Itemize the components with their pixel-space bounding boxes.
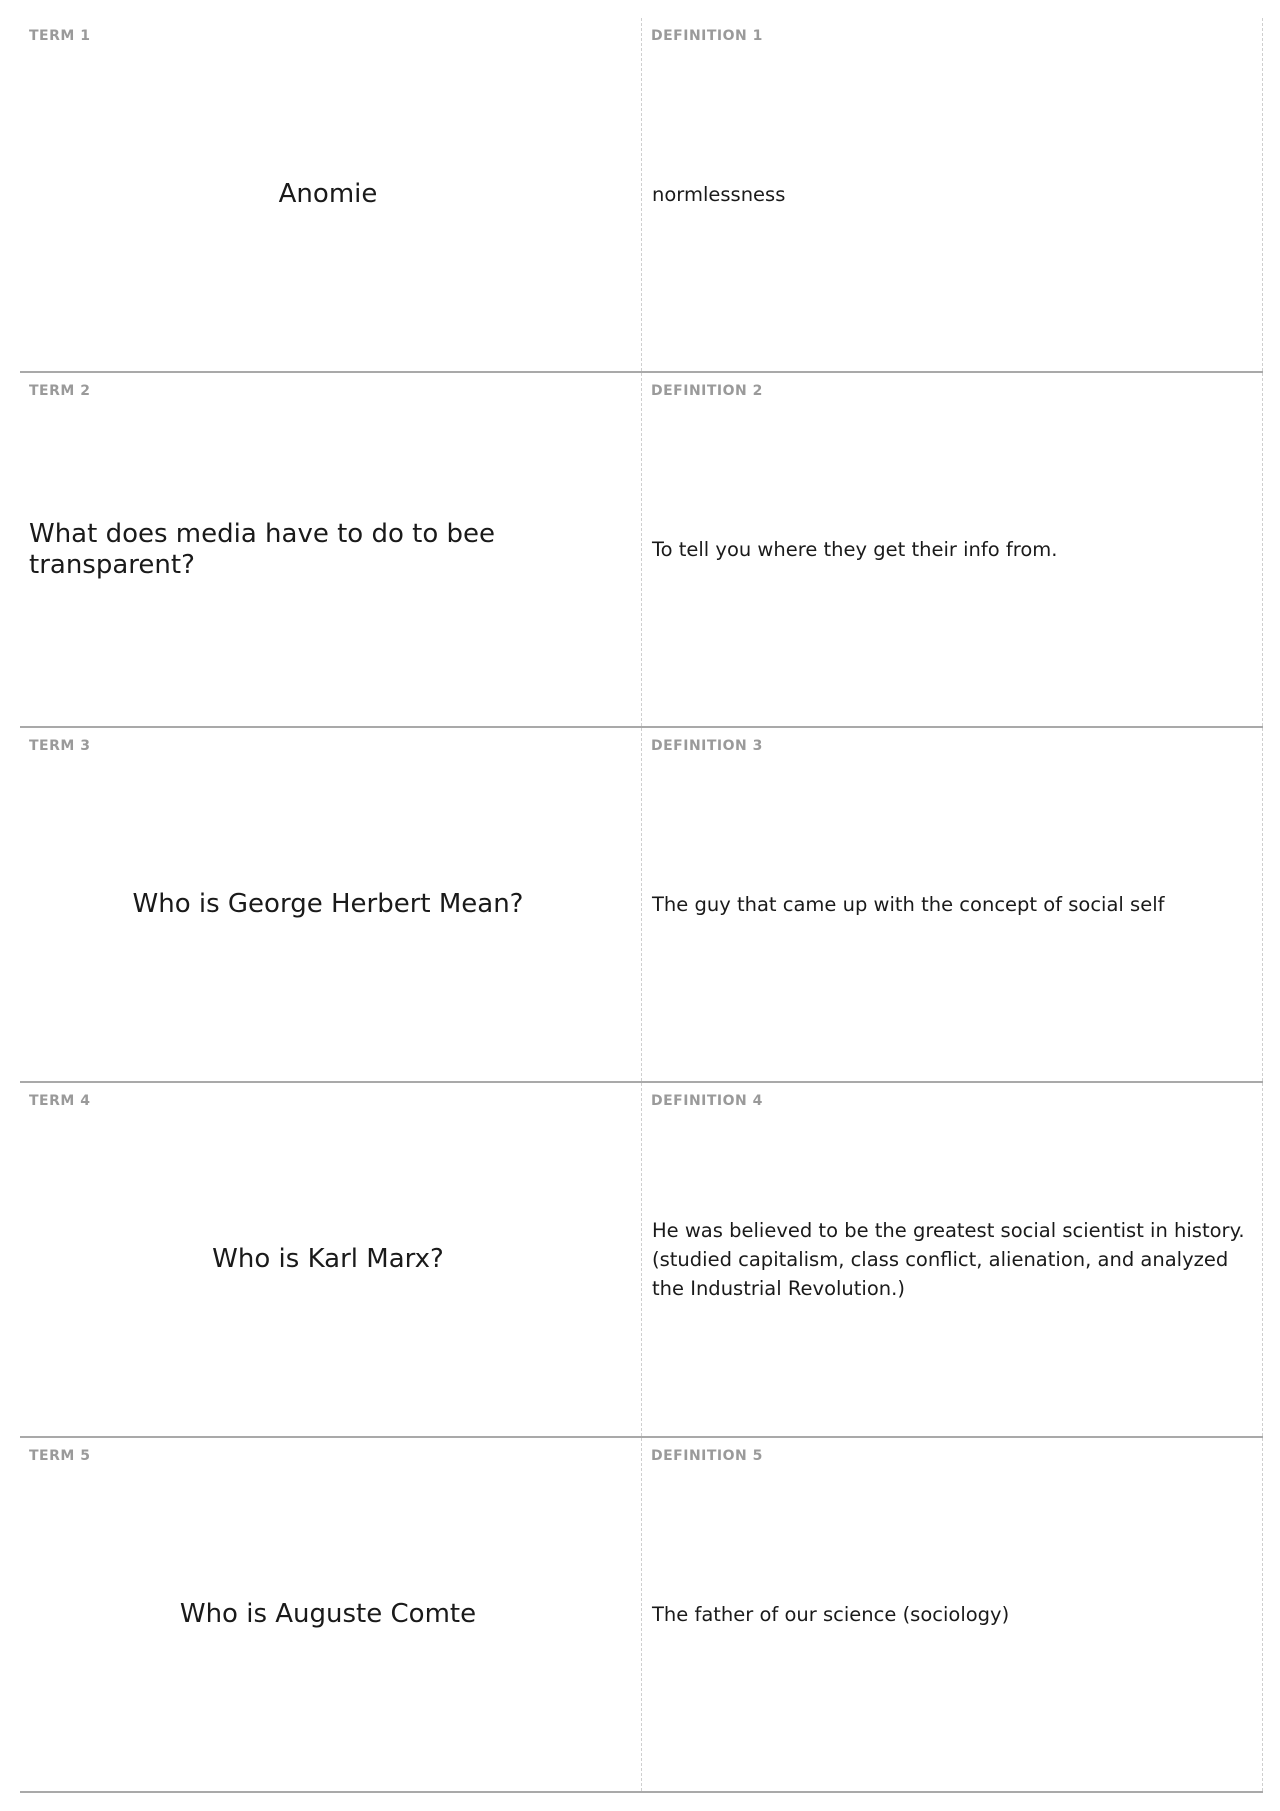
term-cell bbox=[20, 18, 642, 371]
term-text: What does media have to do to bee transparent? bbox=[29, 518, 496, 580]
definition-label: DEFINITION 4 bbox=[651, 1093, 763, 1109]
term-label: TERM 4 bbox=[29, 1093, 91, 1109]
flashcard-row bbox=[20, 728, 1263, 1083]
definition-cell bbox=[642, 18, 1263, 371]
definition-label: DEFINITION 2 bbox=[651, 383, 763, 399]
definition-text: normlessness bbox=[652, 183, 786, 206]
definition-text: He was believed to be the greatest social scientist in history. (studied capitalism, class conflict, alienation, and analyzed the Industrial Revolution.) bbox=[652, 1219, 1245, 1300]
term-text: Who is Auguste Comte bbox=[179, 1599, 477, 1629]
definition-cell bbox=[642, 373, 1263, 726]
definition-text-container bbox=[652, 1438, 1252, 1791]
definition-cell bbox=[642, 1083, 1263, 1436]
definition-text-container bbox=[652, 728, 1252, 1081]
term-label: TERM 1 bbox=[29, 28, 91, 44]
flashcard-row bbox=[20, 1438, 1263, 1793]
term-label: TERM 3 bbox=[29, 738, 91, 754]
term-cell bbox=[20, 728, 642, 1081]
flashcard-row bbox=[20, 1083, 1263, 1438]
definition-text: The guy that came up with the concept of social self bbox=[652, 893, 1165, 916]
term-cell bbox=[20, 373, 642, 726]
definition-text-container bbox=[652, 1083, 1252, 1436]
term-cell bbox=[20, 1438, 642, 1791]
definition-text-container bbox=[652, 373, 1252, 726]
definition-label: DEFINITION 5 bbox=[651, 1448, 763, 1464]
term-text: Who is George Herbert Mean? bbox=[132, 889, 524, 919]
term-label: TERM 5 bbox=[29, 1448, 91, 1464]
definition-label: DEFINITION 3 bbox=[651, 738, 763, 754]
definition-text-container bbox=[652, 18, 1252, 371]
flashcard-sheet bbox=[20, 18, 1263, 1793]
definition-cell bbox=[642, 728, 1263, 1081]
definition-cell bbox=[642, 1438, 1263, 1791]
definition-text: The father of our science (sociology) bbox=[652, 1603, 1010, 1626]
term-text: Who is Karl Marx? bbox=[212, 1244, 444, 1274]
term-label: TERM 2 bbox=[29, 383, 91, 399]
definition-label: DEFINITION 1 bbox=[651, 28, 763, 44]
flashcard-row bbox=[20, 18, 1263, 373]
definition-text: To tell you where they get their info from. bbox=[652, 538, 1058, 561]
term-cell bbox=[20, 1083, 642, 1436]
flashcard-row bbox=[20, 373, 1263, 728]
term-text: Anomie bbox=[278, 179, 378, 209]
